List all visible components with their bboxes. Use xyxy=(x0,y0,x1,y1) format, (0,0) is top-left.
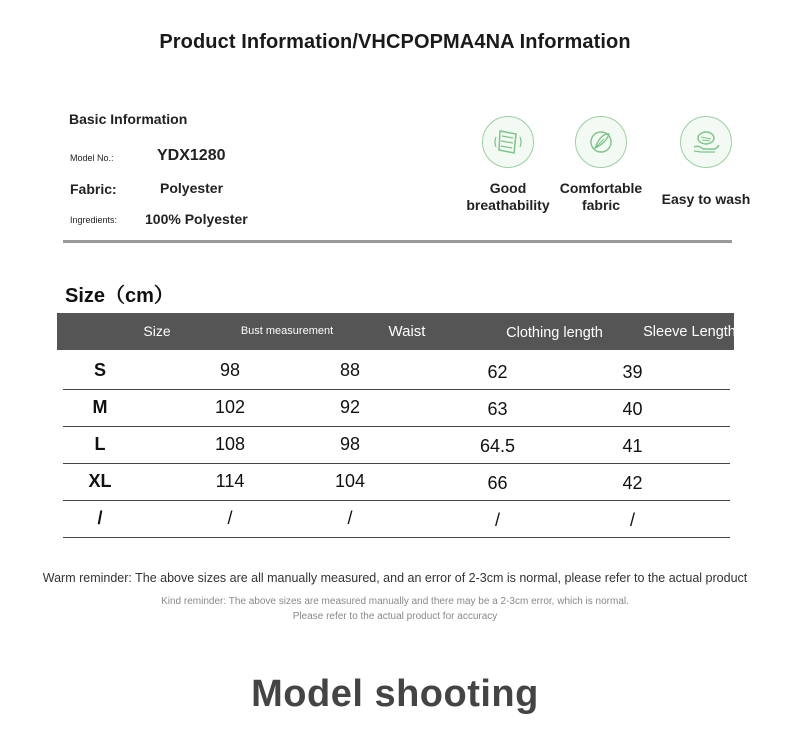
cell-clothing-length: 62 xyxy=(487,362,508,382)
table-row xyxy=(63,389,730,427)
cell-sleeve-length: 39 xyxy=(622,362,643,382)
size-table-header xyxy=(57,313,734,350)
feature-label-line1: Good xyxy=(489,180,527,196)
cell-size: M xyxy=(92,397,108,417)
cell-sleeve-length: 40 xyxy=(622,399,643,419)
cell-sleeve-length: 41 xyxy=(622,436,643,456)
breathable-fabric-icon xyxy=(482,116,534,168)
cell-waist: 104 xyxy=(334,471,366,491)
header-clothing-length: Clothing length xyxy=(506,325,603,341)
kind-reminder-line2: Please refer to the actual product for accuracy xyxy=(292,611,498,622)
cell-waist: / xyxy=(347,508,353,528)
cell-size: XL xyxy=(88,471,112,491)
cell-bust: 114 xyxy=(215,471,245,491)
ingredients-label: Ingredients: xyxy=(70,215,118,225)
cell-size: L xyxy=(94,434,106,454)
cell-clothing-length: 63 xyxy=(487,399,508,419)
model-label: Model No.: xyxy=(70,153,114,163)
ingredients-value: 100% Polyester xyxy=(145,211,248,227)
warm-reminder: Warm reminder: The above sizes are all manually measured, and an error of 2-3cm is normal, please refer to the actual product xyxy=(42,571,748,585)
feature-label-line2: fabric xyxy=(581,197,621,213)
cell-clothing-length: 64.5 xyxy=(479,436,516,456)
cell-waist: 88 xyxy=(339,360,361,380)
size-heading: Size（cm） xyxy=(65,285,174,307)
cell-sleeve-length: / xyxy=(629,510,635,530)
table-row xyxy=(63,352,730,390)
feature-label-line1: Easy to wash xyxy=(661,191,751,207)
kind-reminder xyxy=(0,594,790,624)
header-size: Size xyxy=(143,323,171,339)
cell-bust: 98 xyxy=(219,360,241,380)
feature-comfortable xyxy=(546,116,656,214)
table-row xyxy=(63,463,730,501)
cell-clothing-length: 66 xyxy=(487,473,508,493)
cell-bust: 102 xyxy=(214,397,246,417)
section-divider xyxy=(63,240,732,243)
feature-label-line2: breathability xyxy=(466,197,550,213)
cell-waist: 92 xyxy=(339,397,361,417)
header-bust: Bust measurement xyxy=(240,325,334,337)
cell-clothing-length: / xyxy=(494,510,500,530)
basic-info-heading: Basic Information xyxy=(69,111,188,127)
comfort-feather-icon xyxy=(575,116,627,168)
fabric-label: Fabric: xyxy=(70,181,117,197)
page-title: Product Information/VHCPOPMA4NA Information xyxy=(159,31,631,53)
hand-wash-icon xyxy=(680,116,732,168)
kind-reminder-line1: Kind reminder: The above sizes are measured manually and there may be a 2-3cm error, which is normal. xyxy=(161,596,629,607)
table-row xyxy=(63,500,730,538)
model-value: YDX1280 xyxy=(157,147,226,164)
cell-size: / xyxy=(97,508,103,528)
fabric-value: Polyester xyxy=(160,180,224,196)
cell-bust: 108 xyxy=(214,434,246,454)
feature-easy-wash xyxy=(651,116,761,208)
feature-label-line1: Comfortable xyxy=(559,180,643,196)
cell-size: S xyxy=(93,360,106,380)
header-sleeve-length: Sleeve Length xyxy=(643,324,736,340)
cell-waist: 98 xyxy=(339,434,361,454)
cell-bust: / xyxy=(227,508,233,528)
header-waist: Waist xyxy=(388,323,426,340)
cell-sleeve-length: 42 xyxy=(622,473,643,493)
table-row xyxy=(63,426,730,464)
model-shooting-heading: Model shooting xyxy=(251,673,539,715)
